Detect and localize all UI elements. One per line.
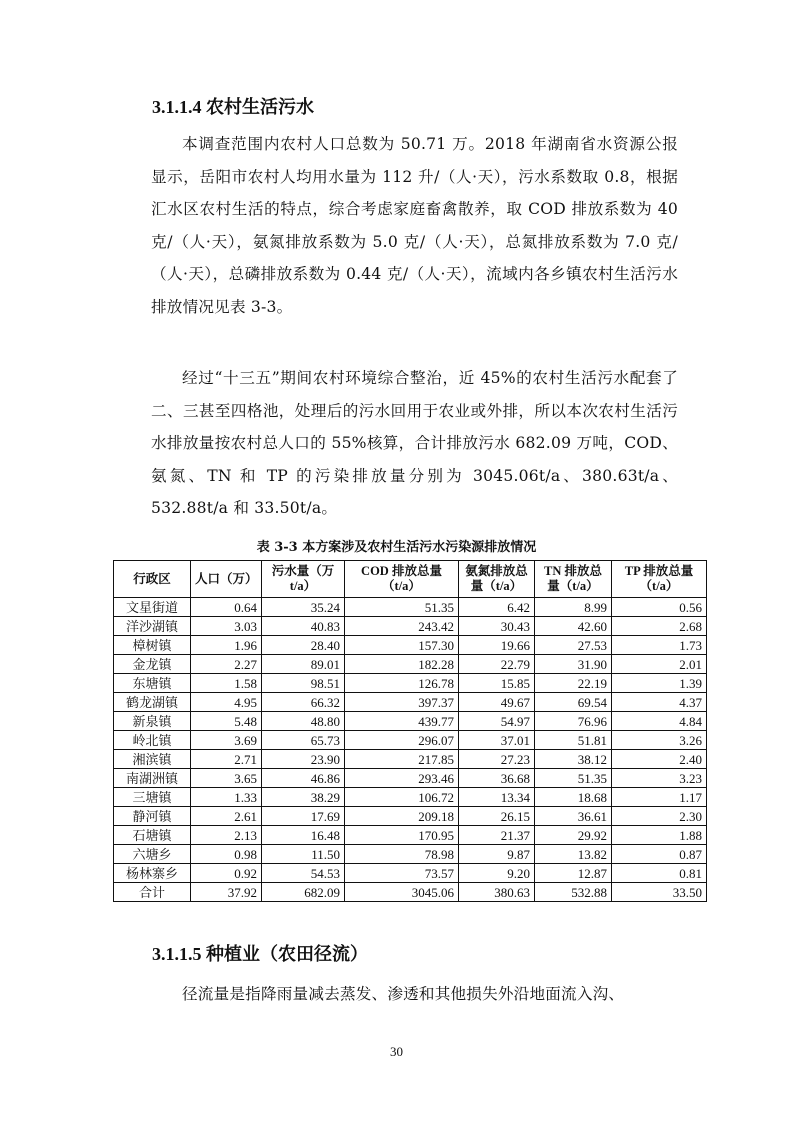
- cell-district: 樟树镇: [114, 636, 191, 655]
- header-tn: TN 排放总量（t/a）: [535, 561, 612, 598]
- cell-cod: 217.85: [345, 750, 459, 769]
- cell-tn: 69.54: [535, 693, 612, 712]
- table-row: [114, 693, 707, 712]
- cell-population: 0.64: [191, 598, 262, 617]
- cell-tp: 0.56: [612, 598, 707, 617]
- table-row: [114, 826, 707, 845]
- cell-sewage-volume: 40.83: [262, 617, 345, 636]
- cell-cod: 106.72: [345, 788, 459, 807]
- cell-tn: 12.87: [535, 864, 612, 883]
- cell-district: 东塘镇: [114, 674, 191, 693]
- cell-sewage-volume: 23.90: [262, 750, 345, 769]
- cell-tp: 1.73: [612, 636, 707, 655]
- cell-tn: 31.90: [535, 655, 612, 674]
- cell-population: 4.95: [191, 693, 262, 712]
- table-row: [114, 712, 707, 731]
- cell-ammonia: 26.15: [459, 807, 535, 826]
- table-row: [114, 845, 707, 864]
- cell-tn: 532.88: [535, 883, 612, 902]
- cell-tn: 51.35: [535, 769, 612, 788]
- cell-population: 2.27: [191, 655, 262, 674]
- cell-tn: 38.12: [535, 750, 612, 769]
- paragraph-runoff: 径流量是指降雨量减去蒸发、渗透和其他损失外沿地面流入沟、: [182, 985, 625, 1003]
- table-row: [114, 598, 707, 617]
- header-district: 行政区: [114, 561, 191, 598]
- cell-tn: 36.61: [535, 807, 612, 826]
- cell-cod: 439.77: [345, 712, 459, 731]
- cell-ammonia: 27.23: [459, 750, 535, 769]
- cell-cod: 209.18: [345, 807, 459, 826]
- header-tp: TP 排放总量（t/a）: [612, 561, 707, 598]
- cell-sewage-volume: 35.24: [262, 598, 345, 617]
- cell-ammonia: 49.67: [459, 693, 535, 712]
- cell-district: 静河镇: [114, 807, 191, 826]
- cell-tp: 2.01: [612, 655, 707, 674]
- cell-cod: 126.78: [345, 674, 459, 693]
- cell-sewage-volume: 48.80: [262, 712, 345, 731]
- cell-ammonia: 6.42: [459, 598, 535, 617]
- cell-tn: 18.68: [535, 788, 612, 807]
- cell-population: 2.13: [191, 826, 262, 845]
- cell-tn: 13.82: [535, 845, 612, 864]
- table-row: [114, 636, 707, 655]
- cell-sewage-volume: 16.48: [262, 826, 345, 845]
- cell-population: 2.71: [191, 750, 262, 769]
- cell-tn: 27.53: [535, 636, 612, 655]
- header-sewage-volume: 污水量（万 t/a）: [262, 561, 345, 598]
- cell-sewage-volume: 54.53: [262, 864, 345, 883]
- page-number: 30: [390, 1044, 403, 1059]
- cell-cod: 78.98: [345, 845, 459, 864]
- cell-district: 湘滨镇: [114, 750, 191, 769]
- cell-sewage-volume: 682.09: [262, 883, 345, 902]
- cell-sewage-volume: 66.32: [262, 693, 345, 712]
- paragraph-population: 本调查范围内农村人口总数为 50.71 万。2018 年湖南省水资源公报显示，岳阳市农村人均用水量为 112 升/（人·天），污水系数取 0.8，根据汇水区农村生活的特点，综合考虑家庭畜禽散养，取 COD 排放系数为 40 克/（人·天），氨氮排放系数为 5.0 克/（人·天），总氮排放系数为 7.0 克/（人·天），总磷排放系数为 0.44 克/（人·天），流域内各乡镇农村生活污水排放情况见表 3-3。: [151, 135, 678, 316]
- cell-district: 鹤龙湖镇: [114, 693, 191, 712]
- cell-tp: 1.17: [612, 788, 707, 807]
- cell-population: 3.65: [191, 769, 262, 788]
- cell-ammonia: 22.79: [459, 655, 535, 674]
- section-heading-farmland-runoff: 3.1.1.5 种植业（农田径流）: [152, 944, 368, 964]
- cell-tp: 2.30: [612, 807, 707, 826]
- cell-tp: 4.84: [612, 712, 707, 731]
- cell-tp: 0.87: [612, 845, 707, 864]
- table-header-row: [114, 561, 707, 598]
- cell-ammonia: 380.63: [459, 883, 535, 902]
- cell-cod: 182.28: [345, 655, 459, 674]
- table-row: [114, 788, 707, 807]
- cell-cod: 3045.06: [345, 883, 459, 902]
- cell-district: 新泉镇: [114, 712, 191, 731]
- cell-district: 文星街道: [114, 598, 191, 617]
- cell-tp: 2.40: [612, 750, 707, 769]
- cell-sewage-volume: 28.40: [262, 636, 345, 655]
- cell-ammonia: 9.87: [459, 845, 535, 864]
- cell-cod: 243.42: [345, 617, 459, 636]
- table-row: [114, 655, 707, 674]
- cell-ammonia: 30.43: [459, 617, 535, 636]
- cell-tp: 3.26: [612, 731, 707, 750]
- table-row: [114, 864, 707, 883]
- cell-population: 1.96: [191, 636, 262, 655]
- cell-cod: 296.07: [345, 731, 459, 750]
- cell-district: 石塘镇: [114, 826, 191, 845]
- table-row: [114, 769, 707, 788]
- cell-district: 六塘乡: [114, 845, 191, 864]
- cell-cod: 170.95: [345, 826, 459, 845]
- table-total-row: [114, 883, 707, 902]
- cell-tp: 33.50: [612, 883, 707, 902]
- cell-cod: 293.46: [345, 769, 459, 788]
- table-row: [114, 674, 707, 693]
- header-ammonia: 氨氮排放总量（t/a）: [459, 561, 535, 598]
- cell-population: 5.48: [191, 712, 262, 731]
- cell-sewage-volume: 46.86: [262, 769, 345, 788]
- header-cod: COD 排放总量（t/a）: [345, 561, 459, 598]
- cell-district: 南湖洲镇: [114, 769, 191, 788]
- cell-tp: 2.68: [612, 617, 707, 636]
- cell-tn: 42.60: [535, 617, 612, 636]
- cell-sewage-volume: 98.51: [262, 674, 345, 693]
- cell-ammonia: 21.37: [459, 826, 535, 845]
- emission-table: [113, 560, 707, 902]
- cell-population: 1.33: [191, 788, 262, 807]
- table-row: [114, 617, 707, 636]
- cell-population: 3.03: [191, 617, 262, 636]
- cell-cod: 73.57: [345, 864, 459, 883]
- section-heading-rural-sewage: 3.1.1.4 农村生活污水: [152, 97, 314, 117]
- cell-sewage-volume: 65.73: [262, 731, 345, 750]
- cell-population: 1.58: [191, 674, 262, 693]
- cell-population: 0.98: [191, 845, 262, 864]
- cell-ammonia: 37.01: [459, 731, 535, 750]
- cell-district: 三塘镇: [114, 788, 191, 807]
- cell-district: 金龙镇: [114, 655, 191, 674]
- cell-population: 2.61: [191, 807, 262, 826]
- cell-ammonia: 9.20: [459, 864, 535, 883]
- cell-tp: 1.88: [612, 826, 707, 845]
- cell-tp: 3.23: [612, 769, 707, 788]
- cell-tp: 4.37: [612, 693, 707, 712]
- cell-tn: 29.92: [535, 826, 612, 845]
- cell-sewage-volume: 89.01: [262, 655, 345, 674]
- cell-sewage-volume: 11.50: [262, 845, 345, 864]
- table-row: [114, 750, 707, 769]
- cell-ammonia: 15.85: [459, 674, 535, 693]
- cell-tp: 1.39: [612, 674, 707, 693]
- cell-ammonia: 19.66: [459, 636, 535, 655]
- table-row: [114, 807, 707, 826]
- cell-district: 合计: [114, 883, 191, 902]
- cell-cod: 157.30: [345, 636, 459, 655]
- cell-sewage-volume: 17.69: [262, 807, 345, 826]
- cell-tn: 8.99: [535, 598, 612, 617]
- cell-population: 3.69: [191, 731, 262, 750]
- table-row: [114, 731, 707, 750]
- cell-ammonia: 54.97: [459, 712, 535, 731]
- cell-district: 洋沙湖镇: [114, 617, 191, 636]
- cell-population: 0.92: [191, 864, 262, 883]
- table-caption: 表 3-3 本方案涉及农村生活污水污染源排放情况: [256, 540, 537, 555]
- cell-tn: 51.81: [535, 731, 612, 750]
- cell-cod: 51.35: [345, 598, 459, 617]
- cell-district: 岭北镇: [114, 731, 191, 750]
- header-population: 人口（万）: [191, 561, 262, 598]
- cell-population: 37.92: [191, 883, 262, 902]
- cell-tp: 0.81: [612, 864, 707, 883]
- cell-tn: 22.19: [535, 674, 612, 693]
- cell-cod: 397.37: [345, 693, 459, 712]
- cell-district: 杨林寨乡: [114, 864, 191, 883]
- cell-ammonia: 13.34: [459, 788, 535, 807]
- cell-sewage-volume: 38.29: [262, 788, 345, 807]
- paragraph-treatment: 经过“十三五”期间农村环境综合整治，近 45%的农村生活污水配套了二、三甚至四格池，处理后的污水回用于农业或外排，所以本次农村生活污水排放量按农村总人口的 55%核算，合计排放污水 682.09 万吨，COD、氨氮、TN 和 TP 的污染排放量分别为 3045.06t/a、380.63t/a、532.88t/a 和 33.50t/a。: [151, 369, 678, 517]
- cell-tn: 76.96: [535, 712, 612, 731]
- cell-ammonia: 36.68: [459, 769, 535, 788]
